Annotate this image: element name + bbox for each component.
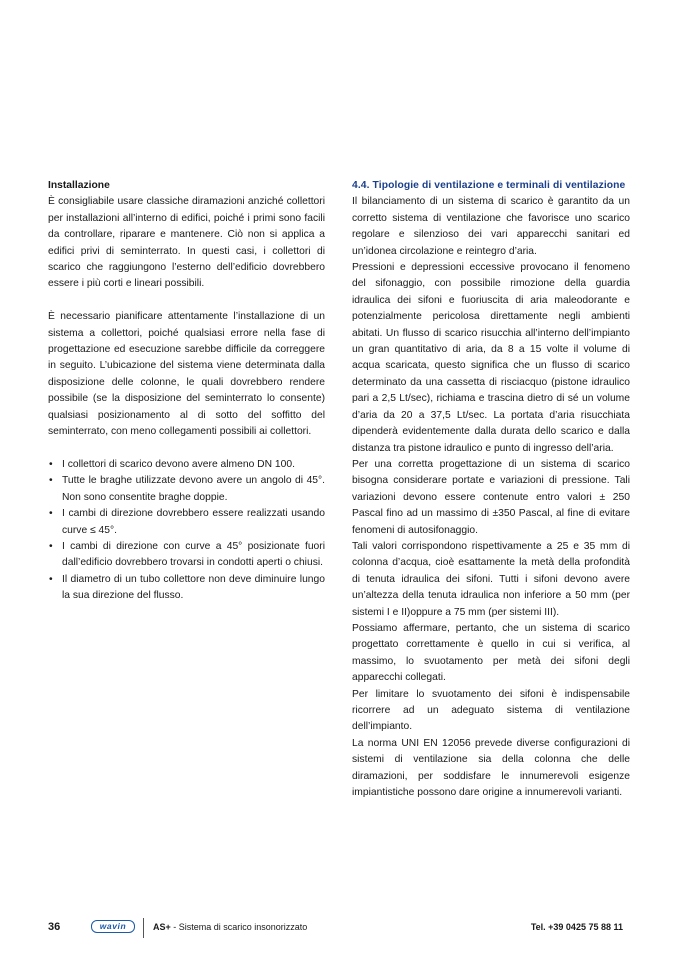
paragraph: Possiamo affermare, pertanto, che un sistema di scarico progettato correttamente è quello in cui si verifica, al massimo, lo svuotamento per metà dei sifoni degli apparecchi collegati.	[352, 622, 630, 684]
paragraph: La norma UNI EN 12056 prevede diverse configurazioni di sistemi di ventilazione sia della colonna che delle diramazioni, per soddisfare le innumerevoli esigenze impiantistiche possono dare origine a innumerevoli varianti.	[352, 737, 630, 799]
paragraph: Per una corretta progettazione di un sistema di scarico bisogna considerare portate e variazioni di pressione. Tali variazioni devono essere contenute entro valori ± 250 Pascal fino ad un massimo di ±350 Pascal, al fine di evitare fenomeni di autosifonaggio.	[352, 458, 630, 536]
bullet-list	[48, 457, 325, 605]
list-item: • I collettori di scarico devono avere almeno DN 100.	[48, 457, 325, 473]
footer-phone: Tel. +39 0425 75 88 11	[530, 922, 623, 932]
page-footer	[0, 918, 678, 942]
paragraph: Il bilanciamento di un sistema di scarico è garantito da un corretto sistema di ventilazione che favorisce uno scarico regolare e silenzioso dei vari apparecchi sanitari ed un’idonea circolazione e reintegro d’aria.	[352, 196, 630, 257]
paragraph: Tali valori corrispondono rispettivamente a 25 e 35 mm di colonna d’acqua, cioè esattamente la metà della profondità di tenuta idraulica dei sifoni. Tutti i sifoni devono avere un’altezza della tenuta idraulica non inferiore a 50 mm (per sistemi I e II)oppure a 75 mm (per sistemi III).	[352, 540, 630, 618]
paragraph: Pressioni e depressioni eccessive provocano il fenomeno del sifonaggio, con possibile rimozione della guardia idraulica dei sifoni e fuoriuscita di aria maleodorante e potenzialmente pericolosa direttamente negli ambienti abitati. Un flusso di scarico risucchia all’interno dell’impianto un gran quantitativo di aria, da 8 a 15 volte il volume di acqua scaricata, questo significa che un flusso di scarico determinato da una cassetta di risciacquo (pistone idraulico pari a 2,5 Lt/sec), richiama e trascina dietro di sé un volume d’aria da 20 a 37,5 Lt/sec. La portata d’aria risucchiata dipenderà evidentemente dalla durata dello scarico e dalla distanza tra pistone idraulico e punto di ingresso dell’aria.	[352, 262, 630, 454]
paragraph-intro: È consigliabile usare classiche diramazioni anziché collettori per installazioni all’interno di edifici, poiché i primi sono facili da controllare, riparare e mantenere. Ciò non si applica a edifici privi di seminterrato. In questi casi, i collettori di scarico che raggiungono l’esterno dell’edificio dovrebbero essere i più corti e lineari possibili.	[48, 196, 325, 290]
paragraph: Per limitare lo svuotamento dei sifoni è indispensabile ricorrere ad un adeguato sistema di ventilazione dell’impianto.	[352, 688, 630, 733]
list-item: • I cambi di direzione dovrebbero essere realizzati usando curve ≤ 45°.	[48, 506, 325, 539]
footer-title-text: - Sistema di scarico insonorizzato	[170, 922, 308, 932]
left-column	[48, 178, 325, 605]
wavin-logo: wavin	[91, 920, 135, 933]
footer-title-brand: AS+	[153, 922, 171, 932]
right-column	[352, 178, 630, 801]
footer-title	[153, 922, 307, 932]
paragraph-planning: È necessario pianificare attentamente l’installazione di un sistema a collettori, poiché qualsiasi errore nella fase di progettazione ed esecuzione sarebbe difficile da correggere in seguito. L’ubicazione del sistema viene determinata dalla disposizione delle colonne, le quali dovrebbero rendere possibile (se la disposizione del seminterrato lo consente) qualsiasi posizionamento al di sotto del soffitto del seminterrato, con meno collegamenti possibili ai collettori.	[48, 311, 325, 438]
footer-divider	[143, 918, 144, 938]
list-item: • Tutte le braghe utilizzate devono avere un angolo di 45°. Non sono consentite braghe doppie.	[48, 473, 325, 506]
section-heading-installazione: Installazione	[48, 180, 110, 191]
page-number: 36	[48, 921, 61, 933]
section-heading-ventilazione: 4.4. Tipologie di ventilazione e terminali di ventilazione	[352, 180, 626, 191]
list-item: • Il diametro di un tubo collettore non deve diminuire lungo la sua direzione del flusso.	[48, 572, 325, 605]
list-item: • I cambi di direzione con curve a 45° posizionate fuori dall’edificio dovrebbero trovarsi in condotti aperti o chiusi.	[48, 539, 325, 572]
